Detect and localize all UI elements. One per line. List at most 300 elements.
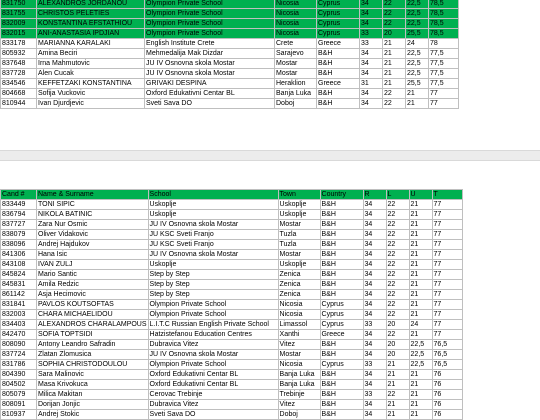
cell-l: 21	[386, 380, 409, 390]
header-r: R	[363, 190, 386, 200]
cell-country: B&H	[320, 220, 363, 230]
cell-country: Greece	[317, 79, 360, 89]
cell-name: KEFFETZAKI KONSTANTINA	[37, 79, 145, 89]
results-table-bottom	[0, 189, 463, 420]
cell-r: 34	[360, 0, 383, 9]
cell-country: Cyprus	[317, 9, 360, 19]
cell-u: 22,5	[409, 350, 432, 360]
cell-t: 78,5	[429, 19, 459, 29]
cell-school: JU IV Osnovna skola Mostar	[145, 69, 275, 79]
table-row	[1, 290, 463, 300]
cell-school: Dubravica Vitez	[148, 400, 278, 410]
cell-cand: 808090	[1, 340, 37, 350]
cell-u: 22,5	[409, 340, 432, 350]
cell-r: 34	[360, 49, 383, 59]
cell-cand: 804502	[1, 380, 37, 390]
cell-t: 77	[432, 250, 462, 260]
table-row	[1, 210, 463, 220]
cell-school: Uskoplje	[148, 200, 278, 210]
cell-t: 77	[432, 300, 462, 310]
cell-country: B&H	[320, 350, 363, 360]
cell-cand: 837724	[1, 350, 37, 360]
cell-country: B&H	[320, 240, 363, 250]
cell-cand: 834403	[1, 320, 37, 330]
cell-u: 22,5	[406, 69, 429, 79]
cell-country: Cyprus	[317, 19, 360, 29]
cell-t: 77	[429, 89, 459, 99]
cell-u: 21	[409, 400, 432, 410]
header-school: School	[148, 190, 278, 200]
cell-l: 22	[383, 0, 406, 9]
header-name: Name & Surname	[37, 190, 149, 200]
cell-town: Mostar	[278, 350, 320, 360]
cell-r: 34	[363, 260, 386, 270]
cell-r: 34	[363, 400, 386, 410]
table-row	[1, 400, 463, 410]
cell-country: B&H	[320, 230, 363, 240]
cell-town: Nicosia	[278, 300, 320, 310]
cell-country: B&H	[317, 99, 360, 109]
table-row	[1, 49, 459, 59]
cell-t: 77	[432, 220, 462, 230]
table-row	[1, 410, 463, 420]
cell-cand: 837727	[1, 220, 37, 230]
cell-r: 34	[360, 19, 383, 29]
cell-country: B&H	[320, 280, 363, 290]
cell-school: Olympion Private School	[145, 29, 275, 39]
cell-name: TONI SIPIC	[37, 200, 149, 210]
cell-school: Olympion Private School	[145, 9, 275, 19]
cell-country: B&H	[320, 210, 363, 220]
cell-u: 21	[409, 250, 432, 260]
cell-town: Zenica	[278, 270, 320, 280]
cell-u: 22,5	[406, 59, 429, 69]
cell-l: 21	[386, 400, 409, 410]
cell-r: 34	[363, 410, 386, 420]
cell-t: 78,5	[429, 29, 459, 39]
cell-country: B&H	[320, 270, 363, 280]
cell-town: Mostar	[278, 250, 320, 260]
cell-l: 22	[383, 19, 406, 29]
cell-t: 77	[432, 330, 462, 340]
cell-school: JU IV Osnovna skola Mostar	[148, 250, 278, 260]
cell-u: 21	[409, 290, 432, 300]
cell-school: GRIVAKI DESPINA	[145, 79, 275, 89]
cell-t: 77,5	[429, 69, 459, 79]
cell-u: 22,5	[409, 360, 432, 370]
cell-town: Nicosia	[275, 9, 317, 19]
cell-cand: 861142	[1, 290, 37, 300]
header-town: Town	[278, 190, 320, 200]
cell-t: 77,5	[429, 79, 459, 89]
cell-r: 34	[363, 240, 386, 250]
cell-country: B&H	[317, 69, 360, 79]
table-row	[1, 380, 463, 390]
cell-t: 77	[429, 99, 459, 109]
table-row	[1, 320, 463, 330]
cell-l: 21	[383, 39, 406, 49]
cell-t: 76	[432, 390, 462, 400]
cell-l: 22	[386, 300, 409, 310]
cell-u: 22,5	[406, 19, 429, 29]
cell-name: Milica Makitan	[37, 390, 149, 400]
cell-name: ANI-ANASTASIA IPDJIAN	[37, 29, 145, 39]
cell-school: Step by Step	[148, 290, 278, 300]
cell-town: Xanthi	[278, 330, 320, 340]
cell-l: 22	[383, 99, 406, 109]
results-table-top	[0, 0, 459, 109]
cell-t: 77	[432, 320, 462, 330]
table-row	[1, 310, 463, 320]
table-row	[1, 250, 463, 260]
table-row	[1, 280, 463, 290]
cell-cand: 804390	[1, 370, 37, 380]
cell-cand: 837728	[1, 69, 37, 79]
table-row	[1, 270, 463, 280]
cell-country: B&H	[320, 380, 363, 390]
cell-town: Trebinje	[278, 390, 320, 400]
cell-r: 34	[363, 270, 386, 280]
cell-t: 76	[432, 400, 462, 410]
cell-town: Limassol	[278, 320, 320, 330]
cell-l: 22	[386, 330, 409, 340]
cell-town: Nicosia	[278, 310, 320, 320]
header-t: T	[432, 190, 462, 200]
cell-t: 77	[432, 200, 462, 210]
cell-cand: 832015	[1, 29, 37, 39]
table-row	[1, 390, 463, 400]
cell-l: 22	[386, 230, 409, 240]
cell-name: Mario Santic	[37, 270, 149, 280]
cell-name: Antony Leandro Safradin	[37, 340, 149, 350]
cell-r: 34	[363, 310, 386, 320]
cell-t: 76,5	[432, 360, 462, 370]
cell-l: 22	[386, 210, 409, 220]
cell-t: 77	[432, 280, 462, 290]
cell-school: Sveti Sava DO	[145, 99, 275, 109]
cell-name: NIKOLA BATINIC	[37, 210, 149, 220]
cell-l: 20	[386, 350, 409, 360]
cell-town: Uskoplje	[278, 210, 320, 220]
cell-country: B&H	[320, 410, 363, 420]
cell-name: MARIANNA KARALAKI	[37, 39, 145, 49]
cell-l: 21	[383, 49, 406, 59]
cell-cand: 805079	[1, 390, 37, 400]
cell-town: Crete	[275, 39, 317, 49]
cell-school: Mehmedalija Mak Dizdar	[145, 49, 275, 59]
cell-l: 21	[386, 370, 409, 380]
cell-u: 21	[409, 370, 432, 380]
cell-u: 21	[409, 210, 432, 220]
cell-u: 21	[409, 410, 432, 420]
cell-cand: 838096	[1, 240, 37, 250]
cell-school: Dubravica Vitez	[148, 340, 278, 350]
cell-town: Uskoplje	[278, 200, 320, 210]
cell-school: Uskoplje	[148, 210, 278, 220]
cell-town: Uskoplje	[278, 260, 320, 270]
cell-name: Andrej Hajdukov	[37, 240, 149, 250]
table-row	[1, 200, 463, 210]
cell-cand: 831786	[1, 360, 37, 370]
cell-school: Oxford Edukativni Centar BL	[148, 380, 278, 390]
cell-country: B&H	[320, 250, 363, 260]
cell-name: IVAN ZULJ	[37, 260, 149, 270]
cell-r: 34	[363, 250, 386, 260]
page-break-band	[0, 150, 540, 161]
cell-school: Uskoplje	[148, 260, 278, 270]
cell-l: 22	[386, 240, 409, 250]
cell-cand: 845824	[1, 270, 37, 280]
cell-name: Hana Isic	[37, 250, 149, 260]
cell-country: B&H	[320, 340, 363, 350]
cell-cand: 841306	[1, 250, 37, 260]
cell-l: 22	[386, 270, 409, 280]
table-row	[1, 240, 463, 250]
cell-r: 33	[363, 320, 386, 330]
cell-t: 77	[432, 230, 462, 240]
cell-l: 22	[383, 89, 406, 99]
cell-r: 34	[363, 200, 386, 210]
table-row	[1, 9, 459, 19]
cell-t: 78,5	[429, 0, 459, 9]
cell-t: 77,5	[429, 49, 459, 59]
cell-school: Oxford Edukativni Centar BL	[145, 89, 275, 99]
table-row	[1, 79, 459, 89]
cell-t: 76,5	[432, 350, 462, 360]
cell-town: Sarajevo	[275, 49, 317, 59]
cell-town: Nicosia	[278, 360, 320, 370]
results-table-top-body	[1, 0, 459, 109]
cell-school: Olympion Private School	[148, 310, 278, 320]
cell-name: Andrej Stokic	[37, 410, 149, 420]
cell-l: 22	[383, 9, 406, 19]
cell-r: 33	[360, 39, 383, 49]
table-row	[1, 230, 463, 240]
cell-t: 77	[432, 240, 462, 250]
cell-l: 22	[386, 390, 409, 400]
cell-name: SOPHIA CHRISTODOULOU	[37, 360, 149, 370]
cell-l: 20	[386, 320, 409, 330]
cell-school: JU IV Osnovna skola Mostar	[145, 59, 275, 69]
cell-name: Asja Hecimovic	[37, 290, 149, 300]
cell-name: Sara Malinovic	[37, 370, 149, 380]
cell-r: 34	[360, 69, 383, 79]
cell-l: 21	[386, 360, 409, 370]
cell-name: Ivan Djurdjevic	[37, 99, 145, 109]
cell-l: 22	[386, 280, 409, 290]
table-row	[1, 69, 459, 79]
cell-school: Sveti Sava DO	[148, 410, 278, 420]
cell-name: SOFIA TOPTSIDI	[37, 330, 149, 340]
cell-u: 21	[406, 99, 429, 109]
cell-cand: 845831	[1, 280, 37, 290]
cell-town: Tuzla	[278, 230, 320, 240]
cell-name: ALEXANDROS CHARALAMPOUS	[38, 321, 147, 328]
cell-cand: 842470	[1, 330, 37, 340]
cell-cand: 832003	[1, 310, 37, 320]
table-header-row	[1, 190, 463, 200]
cell-t: 76	[432, 380, 462, 390]
cell-country: Cyprus	[320, 320, 363, 330]
cell-school: Cerovac Trebinje	[148, 390, 278, 400]
cell-name: Oliver Vidakovic	[37, 230, 149, 240]
table-row	[1, 89, 459, 99]
cell-name: Dorijan Jonjic	[37, 400, 149, 410]
cell-town: Nicosia	[275, 29, 317, 39]
table-row	[1, 370, 463, 380]
cell-r: 34	[363, 370, 386, 380]
cell-l: 21	[383, 79, 406, 89]
cell-name: Zara Nur Osmic	[37, 220, 149, 230]
cell-school: Step by Step	[148, 280, 278, 290]
cell-u: 21	[409, 300, 432, 310]
cell-name: Sofija Vuckovic	[37, 89, 145, 99]
cell-r: 34	[363, 330, 386, 340]
cell-t: 76,5	[432, 340, 462, 350]
cell-u: 21	[409, 380, 432, 390]
cell-r: 34	[363, 380, 386, 390]
cell-u: 22,5	[406, 0, 429, 9]
cell-r: 34	[363, 350, 386, 360]
cell-l: 21	[383, 69, 406, 79]
cell-t: 77	[432, 260, 462, 270]
results-table-bottom-body	[1, 200, 463, 420]
cell-town: Banja Luka	[275, 89, 317, 99]
cell-town: Banja Luka	[278, 370, 320, 380]
table-row	[1, 360, 463, 370]
cell-cand: 808091	[1, 400, 37, 410]
cell-t: 77	[432, 270, 462, 280]
cell-t: 78,5	[429, 9, 459, 19]
cell-l: 22	[386, 260, 409, 270]
cell-l: 20	[383, 29, 406, 39]
cell-t: 78	[429, 39, 459, 49]
cell-town: Mostar	[275, 69, 317, 79]
cell-u: 21	[406, 89, 429, 99]
cell-u: 21	[409, 220, 432, 230]
table-row	[1, 59, 459, 69]
cell-country: Cyprus	[320, 300, 363, 310]
cell-country: Cyprus	[320, 360, 363, 370]
cell-town: Nicosia	[275, 0, 317, 9]
cell-r: 33	[360, 29, 383, 39]
cell-u: 21	[409, 200, 432, 210]
cell-t: 77	[432, 290, 462, 300]
cell-cand: 838079	[1, 230, 37, 240]
cell-country: B&H	[317, 89, 360, 99]
header-u: U	[409, 190, 432, 200]
cell-u: 21	[409, 390, 432, 400]
cell-r: 34	[363, 230, 386, 240]
cell-country: Greece	[317, 39, 360, 49]
cell-cand: 805932	[1, 49, 37, 59]
cell-name: KONSTANTINA EFSTATHIOU	[37, 19, 145, 29]
cell-l: 21	[383, 59, 406, 69]
cell-town: Doboj	[278, 410, 320, 420]
cell-school: Hatzistefanou Education Centres	[148, 330, 278, 340]
cell-school: JU KSC Sveti Franjo	[148, 240, 278, 250]
cell-school: JU IV Osnovna skola Mostar	[148, 350, 278, 360]
cell-country: B&H	[317, 59, 360, 69]
cell-r: 34	[363, 210, 386, 220]
cell-town: Mostar	[275, 59, 317, 69]
cell-r: 33	[363, 390, 386, 400]
header-cand: Cand #	[1, 190, 37, 200]
cell-cand: 810944	[1, 99, 37, 109]
cell-cand: 837648	[1, 59, 37, 69]
cell-school: Olympion Private School	[145, 19, 275, 29]
cell-u: 21	[409, 240, 432, 250]
cell-t: 77,5	[429, 59, 459, 69]
cell-town: Nicosia	[275, 19, 317, 29]
cell-name: Amina Beciri	[37, 49, 145, 59]
cell-l: 22	[386, 250, 409, 260]
table-row	[1, 39, 459, 49]
cell-name: ALEXANDROS JORDANOU	[37, 0, 145, 9]
cell-country: B&H	[317, 49, 360, 59]
cell-r: 34	[360, 99, 383, 109]
cell-country: B&H	[320, 370, 363, 380]
cell-u: 21	[409, 270, 432, 280]
cell-cand: 834546	[1, 79, 37, 89]
cell-country: Cyprus	[317, 29, 360, 39]
cell-r: 34	[360, 89, 383, 99]
cell-country: Cyprus	[320, 310, 363, 320]
cell-country: B&H	[320, 390, 363, 400]
cell-cand: 810937	[1, 410, 37, 420]
cell-name: Irna Mahmutovic	[37, 59, 145, 69]
cell-cand: 831755	[1, 9, 37, 19]
table-row	[1, 330, 463, 340]
cell-l: 20	[386, 340, 409, 350]
cell-town: Tuzla	[278, 240, 320, 250]
cell-l: 21	[386, 410, 409, 420]
cell-town: Zenica	[278, 290, 320, 300]
cell-town: Vitez	[278, 400, 320, 410]
cell-country: B&H	[320, 260, 363, 270]
cell-town: Heraklion	[275, 79, 317, 89]
cell-t: 76	[432, 410, 462, 420]
cell-school: Olympion Private School	[148, 360, 278, 370]
cell-r: 31	[360, 79, 383, 89]
cell-country: B&H	[320, 400, 363, 410]
cell-school: Olympion Private School	[148, 300, 278, 310]
cell-name: Alen Cucak	[37, 69, 145, 79]
cell-r: 34	[363, 220, 386, 230]
cell-school: Oxford Edukativni Centar BL	[148, 370, 278, 380]
cell-school: English Institute Crete	[145, 39, 275, 49]
cell-town: Mostar	[278, 220, 320, 230]
cell-cand: 804668	[1, 89, 37, 99]
cell-cand: 831841	[1, 300, 37, 310]
header-country: Country	[320, 190, 363, 200]
cell-school: L.I.T.C Russian English Private School	[148, 320, 278, 330]
cell-l: 22	[386, 290, 409, 300]
cell-cand: 836794	[1, 210, 37, 220]
cell-town: Vitez	[278, 340, 320, 350]
cell-country: B&H	[320, 290, 363, 300]
table-row	[1, 220, 463, 230]
cell-r: 34	[360, 59, 383, 69]
cell-r: 34	[363, 290, 386, 300]
cell-t: 77	[432, 210, 462, 220]
cell-l: 22	[386, 200, 409, 210]
table-row	[1, 300, 463, 310]
cell-name: Zlatan Zlomusica	[37, 350, 149, 360]
cell-u: 21	[409, 260, 432, 270]
cell-u: 25,5	[406, 79, 429, 89]
cell-u: 21	[409, 330, 432, 340]
